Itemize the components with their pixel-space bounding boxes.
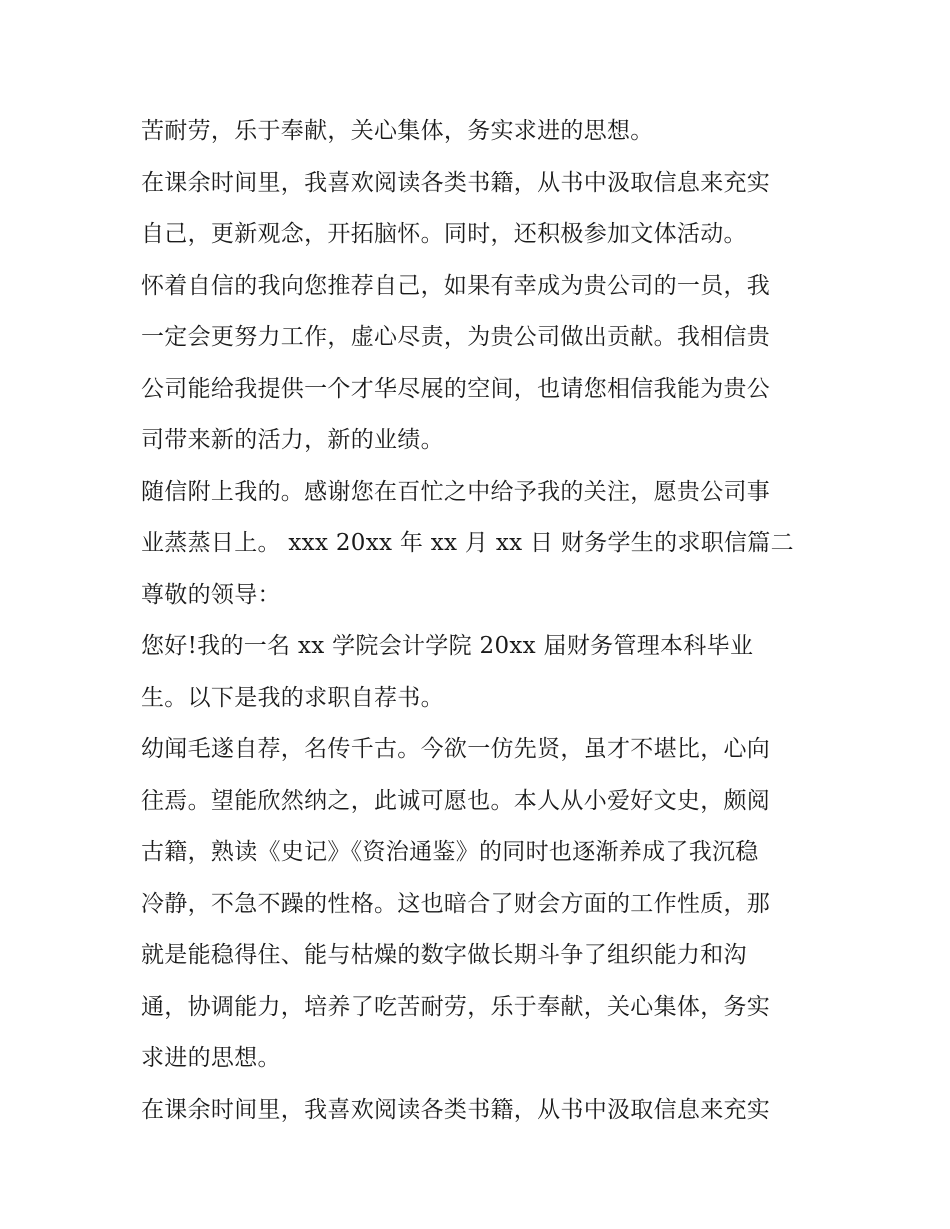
text-line: 怀着自信的我向您推荐自己，如果有幸成为贵公司的一员，我 — [141, 272, 771, 299]
text-line: 您好!我的一名 xx 学院会计学院 20xx 届财务管理本科毕业 — [141, 633, 754, 659]
text-line: 业蒸蒸日上。 xxx 20xx 年 xx 月 xx 日 财务学生的求职信篇二 — [141, 530, 794, 556]
text-line: 在课余时间里，我喜欢阅读各类书籍，从书中汲取信息来充实 — [141, 1096, 771, 1123]
text-line: 自己，更新观念，开拓脑怀。同时，还积极参加文体活动。 — [141, 221, 747, 247]
text-line: 苦耐劳，乐于奉献，关心集体，务实求进的思想。 — [141, 118, 654, 144]
text-line: 司带来新的活力，新的业绩。 — [141, 427, 444, 453]
document-body — [141, 106, 821, 1136]
text-line: 公司能给我提供一个才华尽展的空间，也请您相信我能为贵公 — [141, 375, 771, 402]
text-line: 通，协调能力，培养了吃苦耐劳，乐于奉献，关心集体，务实 — [141, 993, 771, 1020]
text-line: 冷静，不急不躁的性格。这也暗合了财会方面的工作性质，那 — [141, 890, 771, 917]
text-line: 一定会更努力工作，虚心尽责，为贵公司做出贡献。我相信贵 — [141, 324, 771, 350]
text-line: 尊敬的领导： — [141, 581, 281, 608]
text-line: 往焉。望能欣然纳之，此诚可愿也。本人从小爱好文史，颇阅 — [141, 787, 771, 814]
text-line: 求进的思想。 — [141, 1045, 281, 1071]
text-line: 随信附上我的。感谢您在百忙之中给予我的关注，愿贵公司事 — [141, 478, 771, 505]
text-line: 幼闻毛遂自荐，名传千古。今欲一仿先贤，虽才不堪比，心向 — [141, 736, 771, 762]
text-line: 古籍，熟读《史记》《资治通鉴》的同时也逐渐养成了我沉稳 — [141, 839, 759, 865]
text-line: 生。以下是我的求职自荐书。 — [141, 684, 444, 711]
text-line: 就是能稳得住、能与枯燥的数字做长期斗争了组织能力和沟 — [141, 942, 747, 968]
text-line: 在课余时间里，我喜欢阅读各类书籍，从书中汲取信息来充实 — [141, 169, 771, 196]
